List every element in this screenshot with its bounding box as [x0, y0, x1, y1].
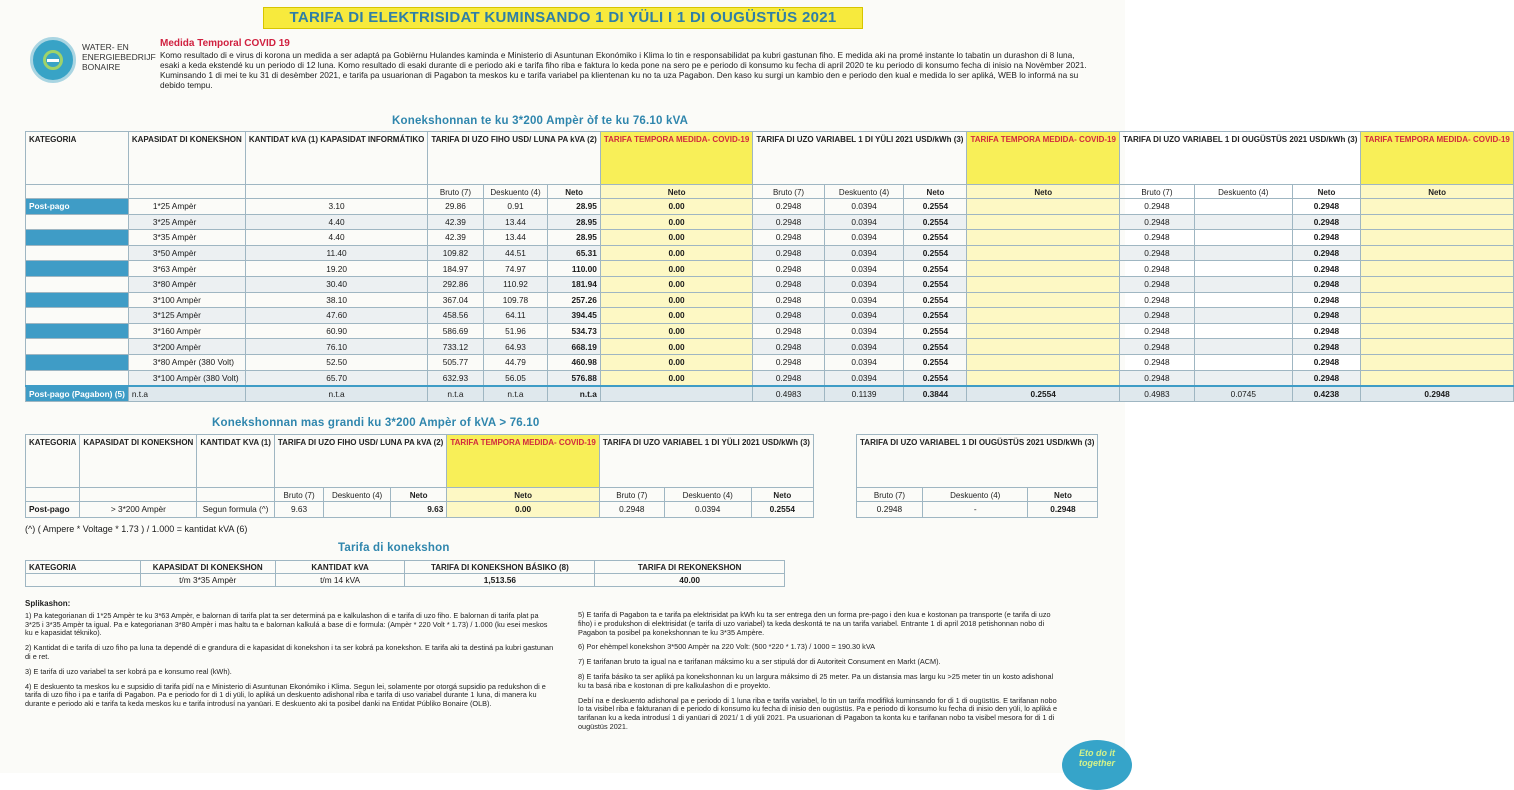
cell-ob: 0.4983 — [1119, 386, 1194, 402]
cell-kap: 3*125 Ampèr — [128, 308, 245, 324]
cell-fn: n.t.a — [548, 386, 600, 402]
cell-cv: 0.00 — [600, 245, 752, 261]
cell-kap: 3*100 Ampèr (380 Volt) — [128, 370, 245, 386]
cell-kap: 3*100 Ampèr — [128, 292, 245, 308]
cell-cat: Post-pago (Pagabon) (5) — [26, 386, 129, 402]
table-row: Post-pago > 3*200 Ampèr Segun formula (^) 9.63 9.63 0.00 0.2948 0.0394 0.2554 — [26, 502, 814, 518]
cell-ob: 0.2948 — [1119, 370, 1194, 386]
cell-fd: 0.91 — [483, 199, 548, 215]
section1-title: Konekshonnan te ku 3*200 Ampèr òf te ku 76.10 kVA — [392, 115, 689, 127]
cell-fn: 28.95 — [548, 214, 600, 230]
cell-yn: 0.2554 — [904, 292, 967, 308]
cell-cv: 0.00 — [600, 354, 752, 370]
cell-fn: 394.45 — [548, 308, 600, 324]
table-row — [26, 308, 1514, 324]
cell-kva: 47.60 — [245, 308, 428, 324]
cell-cat — [26, 370, 129, 386]
cell-yb: 0.2948 — [753, 261, 824, 277]
cell-cat — [26, 276, 129, 292]
cell-yc — [967, 230, 1119, 246]
sub-bruto: Bruto (7) — [599, 488, 664, 502]
cell-yd: 0.0394 — [824, 276, 904, 292]
cell-fb: 632.93 — [428, 370, 483, 386]
notice-text: Komo resultado di e virus di korona un medida a ser adaptá pa Gobièrnu Hulandes kaminda e Ministerio di Asuntunan Ekonómiko i Klima lo tin e responsabilidat pa kubri gastunan fiho. E medida aki na promé instante lo tabatin un durashon di 8 luna, esaki a keda ekstendé ku un periodo di 12 luna. Komo resultado di esaki durante di e periodo aki e tarifa fiho riba e faktura lo keda pone na sero pe e periodo di konsumo ku fecha di april 2020 te ku periodo di konsumo fecha di inisio na Novèmber 2021. Kuminsando 1 di mei te ku 31 di desèmber 2021, e tarifa pa usuarionan di Pagabon ta meskos ku e tarifa variabel pa klientenan ku no ta uza Pagabon. Den kaso ku surgi un kambio den e periodo den kual e medida lo ser apliká, WEB lo informá na su debido tempu. — [160, 50, 1087, 90]
cell-kap: 3*80 Ampèr (380 Volt) — [128, 354, 245, 370]
sub-bruto: Bruto (7) — [857, 488, 923, 502]
cell-yn: 0.2554 — [904, 354, 967, 370]
cell-ob: 0.2948 — [1119, 214, 1194, 230]
cell-fd: 51.96 — [483, 323, 548, 339]
sub-bruto: Bruto (7) — [428, 185, 483, 199]
cell-kap: 3*50 Ampèr — [128, 245, 245, 261]
cell-fn: 65.31 — [548, 245, 600, 261]
sub-neto: Neto — [447, 488, 599, 502]
cell-fb: 42.39 — [428, 214, 483, 230]
sub-deskuento: Deskuento (4) — [664, 488, 751, 502]
cell-kva: 3.10 — [245, 199, 428, 215]
cell-yd: 0.0394 — [824, 292, 904, 308]
cell-yn: 0.2554 — [904, 339, 967, 355]
note-4: 4) E deskuento ta meskos ku e supsidio di tarifa pidí na e Ministerio di Asuntunan Ekonómiko i Klima. Segun lei, solamente por otorgá supsidio pa redukshon di e tarifa di uzo fiho i pa e tarifa di Pagabon. Pa e periodo for di 1 di yüli, lo apliká un deskuento adishonal riba e tarifa di uso variabel durante 1 luna, di manera ku durante e periodo aki e tarifa ta keda meskos ku e tarifa introdusí na yanüari. E deskuento aki ta posibel danki na Entidat Públiko Bonaire (OLB). — [25, 681, 546, 709]
cell-yn: 0.2554 — [904, 276, 967, 292]
cell-oc — [1361, 199, 1513, 215]
cell-kap: 1*25 Ampèr — [128, 199, 245, 215]
cell-yd: 0.0394 — [824, 261, 904, 277]
cell-on: 0.2948 — [1292, 245, 1361, 261]
sub-deskuento: Deskuento (4) — [922, 488, 1028, 502]
formula-note: (^) ( Ampere * Voltage * 1.73 ) / 1.000 = kantidat kVA (6) — [25, 524, 248, 534]
col-kantidat: KANTIDAT kVA (1) KAPASIDAT INFORMÁTIKO — [245, 132, 428, 185]
cell-yn: 0.2554 — [904, 214, 967, 230]
cell-kva: 30.40 — [245, 276, 428, 292]
table-row: 0.2948 - 0.2948 — [857, 502, 1098, 518]
cell-kva: 19.20 — [245, 261, 428, 277]
cell-yd: 0.0394 — [824, 323, 904, 339]
cell-on: 0.4238 — [1292, 386, 1361, 402]
section3-title: Tarifa di konekshon — [338, 542, 450, 554]
cell-oc: 0.2948 — [1361, 386, 1513, 402]
col-var-ougustus: TARIFA DI UZO VARIABEL 1 DI OUGÜSTÜS 2021 USD/kWh (3) — [1119, 132, 1360, 185]
cell-ob: 0.2948 — [1119, 276, 1194, 292]
cell-yn: 0.3844 — [904, 386, 967, 402]
table-row — [26, 276, 1514, 292]
cell-ob: 0.2948 — [1119, 339, 1194, 355]
cell-fd: 56.05 — [483, 370, 548, 386]
note-1: 1) Pa kategorianan di 1*25 Ampèr te ku 3*63 Ampèr, e balornan di tarifa plat ta ser determiná pa e kalkulashon di e tarifa di uzo fiho. E balornan di tarifa plat pa 3*25 i 3*35 Ampèr ta igual. Pa e kategorianan 3*80 Ampèr i mas haltu ta e balornan kalkulá a base di e formula: (Ampèr * 220 Volt * 1.73) / 1.000 (ku esei meskos ku e kapasidat tékniko). — [25, 610, 548, 638]
cell-yb: 0.2948 — [753, 339, 824, 355]
cell-kva: 60.90 — [245, 323, 428, 339]
table-row — [26, 245, 1514, 261]
cell-on: 0.2948 — [1292, 199, 1361, 215]
cell-od — [1195, 261, 1293, 277]
cell-on: 0.2948 — [1292, 230, 1361, 246]
cell-fn: 28.95 — [548, 199, 600, 215]
cell-yn: 0.2554 — [904, 199, 967, 215]
cell-yd: 0.0394 — [824, 308, 904, 324]
notes-left: Splikashon: 1) Pa kategorianan di 1*25 Ampèr te ku 3*63 Ampèr, e balornan di tarifa plat ta ser determiná pa e kalkulashon di e tarifa di uzo fiho. E balornan di tarifa plat pa 3*25 i 3*35 Ampèr ta igual. Pa e kategorianan 3*80 Ampèr i mas haltu ta e balornan kalkulá a base di e formula: (Ampèr * 220 Volt * 1.73) / 1.000 (ku esei meskos ku e kapasidat tékniko). 2) Kantidat di e tarifa di uzo fiho pa luna ta dependé di e grandura di e kapasidat di konekshon i ta ser kobrá pa konekshon. E tarifa aki ta destiná pa kubri gastunan di e ret. 3) E tarifa di uzo variabel ta ser kobrá pa e konsumo real (kWh). 4) E deskuento ta meskos ku e supsidio di tarifa pidí na e Ministerio di Asuntunan Ekonómiko i Klima. Segun lei, solamente por otorgá supsidio pa redukshon di e tarifa di uzo fiho i pa e tarifa di Pagabon. Pa e periodo for di 1 di yüli, lo apliká un deskuento adishonal riba e tarifa di uso variabel durante 1 luna, di manera ku durante e periodo aki e tarifa ta keda meskos ku e tarifa introdusí na yanüari. E deskuento aki ta posibel danki na Entidat Públiko Bonaire (OLB). — [25, 599, 554, 709]
cell-fb: 586.69 — [428, 323, 483, 339]
sub-neto: Neto — [967, 185, 1119, 199]
cell-fb: 367.04 — [428, 292, 483, 308]
cell-fd: n.t.a — [483, 386, 548, 402]
cell-od — [1195, 308, 1293, 324]
cell-yc — [967, 245, 1119, 261]
cell-kva: 76.10 — [245, 339, 428, 355]
cell-cat — [26, 292, 129, 308]
cell-kva: 52.50 — [245, 354, 428, 370]
note-5: 5) E tarifa di Pagabon ta e tarifa pa elektrisidat pa kWh ku ta ser entrega den un forma pre-pago i den kua e kostonan pa transporte (e tarifa di uzo fiho) i e produkshon di elektrisidat (e tarifa di uzo variabel) ta keda deskontá te na un tarifa variabel. Entrante 1 di april 2018 petishonnan nobo di Pagabon ta posibel pa konekshonnan te ku 3*35 Ampère. — [578, 610, 1051, 637]
cell-od — [1195, 339, 1293, 355]
sub-neto: Neto — [1292, 185, 1361, 199]
connection-fee-table: KATEGORIA KAPASIDAT DI KONEKSHON KANTIDAT kVA TARIFA DI KONEKSHON BÁSIKO (8) TARIFA DI REKONEKSHON t/m 3*35 Ampèr t/m 14 kVA 1,513.56 40.00 — [25, 560, 785, 587]
cell-od — [1195, 276, 1293, 292]
col-fiho: TARIFA DI UZO FIHO USD/ LUNA PA kVA (2) — [428, 132, 600, 185]
cell-ob: 0.2948 — [1119, 261, 1194, 277]
cell-fb: 733.12 — [428, 339, 483, 355]
cell-on: 0.2948 — [1292, 354, 1361, 370]
cell-ob: 0.2948 — [1119, 292, 1194, 308]
cell-kap: 3*160 Ampèr — [128, 323, 245, 339]
cell-cv: 0.00 — [600, 276, 752, 292]
cell-cat — [26, 261, 129, 277]
table-row — [26, 370, 1514, 386]
col-var-ougustus: TARIFA DI UZO VARIABEL 1 DI OUGÜSTÜS 2021 USD/kWh (3) — [857, 435, 1098, 488]
cell-oc — [1361, 245, 1513, 261]
cell-on: 0.2948 — [1292, 214, 1361, 230]
cell-fn: 257.26 — [548, 292, 600, 308]
cell-yb: 0.2948 — [753, 354, 824, 370]
cell-fd: 13.44 — [483, 214, 548, 230]
cell-cv: 0.00 — [600, 323, 752, 339]
cell-fn: 576.88 — [548, 370, 600, 386]
cell-oc — [1361, 214, 1513, 230]
table-row — [26, 386, 1514, 402]
cell-oc — [1361, 323, 1513, 339]
cell-yc — [967, 339, 1119, 355]
cell-on: 0.2948 — [1292, 308, 1361, 324]
cell-fb: n.t.a — [428, 386, 483, 402]
sub-deskuento: Deskuento (4) — [824, 185, 904, 199]
cell-on: 0.2948 — [1292, 339, 1361, 355]
cell-yd: 0.0394 — [824, 199, 904, 215]
cell-ob: 0.2948 — [1119, 230, 1194, 246]
note-2: 2) Kantidat di e tarifa di uzo fiho pa luna ta dependé di e grandura di e kapasidat di konekshon i ta ser kobrá pa konekshon. E tarifa aki ta destiná pa kubri gastunan di e ret. — [25, 643, 554, 661]
cell-ob: 0.2948 — [1119, 323, 1194, 339]
cell-kva: 4.40 — [245, 230, 428, 246]
cell-cv: 0.00 — [600, 214, 752, 230]
web-logo-icon — [30, 37, 76, 83]
cell-fd: 64.93 — [483, 339, 548, 355]
sub-neto: Neto — [600, 185, 752, 199]
cell-fb: 184.97 — [428, 261, 483, 277]
sub-bruto: Bruto (7) — [1119, 185, 1194, 199]
cell-yc — [967, 323, 1119, 339]
cell-od — [1195, 323, 1293, 339]
col-covid: TARIFA TEMPORA MEDIDA- COVID-19 — [600, 132, 752, 185]
cell-yb: 0.4983 — [753, 386, 824, 402]
cell-od — [1195, 354, 1293, 370]
cell-yn: 0.2554 — [904, 323, 967, 339]
table-row — [26, 230, 1514, 246]
cell-fb: 29.86 — [428, 199, 483, 215]
cell-kva: n.t.a — [245, 386, 428, 402]
col-kantidat: KANTIDAT KVA (1) — [197, 435, 275, 488]
cell-cat — [26, 308, 129, 324]
table-row — [26, 354, 1514, 370]
col-kapasidat: KAPASIDAT DI KONEKSHON — [128, 132, 245, 185]
cell-od — [1195, 214, 1293, 230]
cell-yn: 0.2554 — [904, 308, 967, 324]
cell-ob: 0.2948 — [1119, 354, 1194, 370]
section2-title: Konekshonnan mas grandi ku 3*200 Ampèr of kVA > 76.10 — [212, 417, 540, 429]
cell-fb: 109.82 — [428, 245, 483, 261]
cell-on: 0.2948 — [1292, 370, 1361, 386]
cell-cv: 0.00 — [600, 308, 752, 324]
cell-on: 0.2948 — [1292, 323, 1361, 339]
col-fiho: TARIFA DI UZO FIHO USD/ LUNA PA kVA (2) — [274, 435, 446, 488]
cell-cv: 0.00 — [600, 370, 752, 386]
cell-kap: 3*200 Ampèr — [128, 339, 245, 355]
col-var-yuli: TARIFA DI UZO VARIABEL 1 DI YÜLI 2021 USD/kWh (3) — [753, 132, 967, 185]
cell-cv: 0.00 — [600, 230, 752, 246]
cell-kva: 11.40 — [245, 245, 428, 261]
cell-kap: 3*80 Ampèr — [128, 276, 245, 292]
cell-fb: 458.56 — [428, 308, 483, 324]
cell-od — [1195, 292, 1293, 308]
cell-yd: 0.0394 — [824, 245, 904, 261]
tariff-table-large — [25, 434, 814, 518]
cell-fb: 42.39 — [428, 230, 483, 246]
cell-yc — [967, 370, 1119, 386]
cell-yc: 0.2554 — [967, 386, 1119, 402]
sub-deskuento: Deskuento (4) — [324, 488, 391, 502]
cell-yc — [967, 199, 1119, 215]
cell-fn: 534.73 — [548, 323, 600, 339]
cell-kap: n.t.a — [128, 386, 245, 402]
sub-neto: Neto — [1028, 488, 1098, 502]
sub-neto: Neto — [751, 488, 813, 502]
notice-title: Medida Temporal COVID 19 — [160, 38, 290, 49]
cell-fd: 13.44 — [483, 230, 548, 246]
cell-yn: 0.2554 — [904, 370, 967, 386]
cell-yb: 0.2948 — [753, 245, 824, 261]
col-covid-ougustus: TARIFA TEMPORA MEDIDA- COVID-19 — [1361, 132, 1513, 185]
sub-neto: Neto — [904, 185, 967, 199]
tariff-table-main — [25, 131, 1514, 402]
cell-ob: 0.2948 — [1119, 308, 1194, 324]
notes-right — [578, 611, 1058, 738]
cell-yn: 0.2554 — [904, 261, 967, 277]
cell-yb: 0.2948 — [753, 214, 824, 230]
cell-ob: 0.2948 — [1119, 199, 1194, 215]
sub-bruto: Bruto (7) — [753, 185, 824, 199]
note-3: 3) E tarifa di uzo variabel ta ser kobrá pa e konsumo real (kWh). — [25, 666, 232, 676]
cell-fn: 181.94 — [548, 276, 600, 292]
cell-kva: 65.70 — [245, 370, 428, 386]
cell-fn: 668.19 — [548, 339, 600, 355]
cell-fn: 28.95 — [548, 230, 600, 246]
cell-oc — [1361, 261, 1513, 277]
cell-oc — [1361, 230, 1513, 246]
cell-cv: 0.00 — [600, 199, 752, 215]
cell-kva: 38.10 — [245, 292, 428, 308]
col-kapasidat: KAPASIDAT DI KONEKSHON — [80, 435, 197, 488]
cell-on: 0.2948 — [1292, 261, 1361, 277]
cell-od — [1195, 245, 1293, 261]
table-row — [26, 199, 1514, 215]
table-row — [26, 214, 1514, 230]
cell-yd: 0.1139 — [824, 386, 904, 402]
note-8: 8) E tarifa básiko ta ser apliká pa konekshonnan ku un largura máksimo di 25 meter. Pa un distansia mas largu ku >25 meter tin un kosto adishonal ku ta basá riba e kostonan di pre kalkulashon di e proyekto. — [578, 671, 1054, 690]
cell-yd: 0.0394 — [824, 214, 904, 230]
sub-deskuento: Deskuento (4) — [1195, 185, 1293, 199]
cell-yb: 0.2948 — [753, 370, 824, 386]
cell-yn: 0.2554 — [904, 245, 967, 261]
sub-neto: Neto — [1361, 185, 1513, 199]
cell-yb: 0.2948 — [753, 199, 824, 215]
cell-fd: 109.78 — [483, 292, 548, 308]
col-covid-yuli: TARIFA TEMPORA MEDIDA- COVID-19 — [967, 132, 1119, 185]
table-row — [26, 339, 1514, 355]
col-kategoria: KATEGORIA — [26, 435, 80, 488]
cell-cat — [26, 354, 129, 370]
sub-deskuento: Deskuento (4) — [483, 185, 548, 199]
table-row: t/m 3*35 Ampèr t/m 14 kVA 1,513.56 40.00 — [26, 574, 785, 587]
cell-yb: 0.2948 — [753, 308, 824, 324]
cell-fd: 44.51 — [483, 245, 548, 261]
cell-fn: 460.98 — [548, 354, 600, 370]
col-kategoria: KATEGORIA — [26, 132, 129, 185]
cell-cv: 0.00 — [600, 339, 752, 355]
table-row — [26, 292, 1514, 308]
cell-cat — [26, 245, 129, 261]
cell-yc — [967, 354, 1119, 370]
cell-yn: 0.2554 — [904, 230, 967, 246]
cell-yc — [967, 292, 1119, 308]
cell-yb: 0.2948 — [753, 276, 824, 292]
cell-oc — [1361, 339, 1513, 355]
note-7: 7) E tarifanan bruto ta igual na e tarifanan máksimo ku a ser stipulá dor di Autoriteit Consument en Markt (ACM). — [578, 657, 941, 667]
cell-yb: 0.2948 — [753, 323, 824, 339]
cell-on: 0.2948 — [1292, 276, 1361, 292]
sub-bruto: Bruto (7) — [274, 488, 323, 502]
cell-cat — [26, 323, 129, 339]
cell-yb: 0.2948 — [753, 230, 824, 246]
cell-cat — [26, 230, 129, 246]
cell-od: 0.0745 — [1195, 386, 1293, 402]
cell-cv — [600, 386, 752, 402]
col-covid: TARIFA TEMPORA MEDIDA- COVID-19 — [447, 435, 599, 488]
cell-yc — [967, 308, 1119, 324]
tariff-table-large-ougustus — [856, 434, 1098, 518]
cell-fd: 110.92 — [483, 276, 548, 292]
cell-cat: Post-pago — [26, 199, 129, 215]
cell-yc — [967, 276, 1119, 292]
table-row — [26, 261, 1514, 277]
cell-oc — [1361, 354, 1513, 370]
cell-cv: 0.00 — [600, 261, 752, 277]
cell-kap: 3*63 Ampèr — [128, 261, 245, 277]
cell-fd: 44.79 — [483, 354, 548, 370]
cell-oc — [1361, 292, 1513, 308]
cell-yb: 0.2948 — [753, 292, 824, 308]
cell-fd: 74.97 — [483, 261, 548, 277]
cell-fb: 292.86 — [428, 276, 483, 292]
sub-neto: Neto — [390, 488, 446, 502]
cell-oc — [1361, 308, 1513, 324]
cell-od — [1195, 199, 1293, 215]
cell-yd: 0.0394 — [824, 370, 904, 386]
cell-kap: 3*25 Ampèr — [128, 214, 245, 230]
cell-fb: 505.77 — [428, 354, 483, 370]
note-6: 6) Por ehèmpel konekshon 3*500 Ampèr na 220 Volt: (500 *220 * 1.73) / 1000 = 190.30 kVA — [578, 642, 876, 652]
logo-text: WATER- EN ENERGIEBEDRIJF BONAIRE — [82, 42, 156, 72]
note-extra: Debí na e deskuento adishonal pa e periodo di 1 luna riba e tarifa variabel, lo tin un tarifa modifiká kuminsando for di 1 di ougüstüs. E tarifanan nobo lo ta visibel riba e fakturanan di e periodo di konsumo ku fecha di inisio den ougüstüs. Pa e periodo di konsumo ku fecha di inisio den yüli, lo apliká e tarifanan ku a keda introdusí 1 di yanüari di 2021/ 1 di yüli 2021. Pa usuarionan di Pagabon ta konta ku e tarifanan nobo ta visibel mesora for di 1 di ougüstüs 2021. — [578, 695, 1058, 731]
cell-yd: 0.0394 — [824, 230, 904, 246]
cell-oc — [1361, 370, 1513, 386]
sub-neto: Neto — [548, 185, 600, 199]
cell-od — [1195, 230, 1293, 246]
cell-cat — [26, 339, 129, 355]
cell-yd: 0.0394 — [824, 354, 904, 370]
cell-cat — [26, 214, 129, 230]
cell-yc — [967, 261, 1119, 277]
cell-yd: 0.0394 — [824, 339, 904, 355]
cell-ob: 0.2948 — [1119, 245, 1194, 261]
cell-od — [1195, 370, 1293, 386]
cell-cv: 0.00 — [600, 292, 752, 308]
col-var-yuli: TARIFA DI UZO VARIABEL 1 DI YÜLI 2021 USD/kWh (3) — [599, 435, 813, 488]
campaign-badge: Eto do it together — [1062, 740, 1132, 790]
table-row — [26, 323, 1514, 339]
cell-kva: 4.40 — [245, 214, 428, 230]
cell-kap: 3*35 Ampèr — [128, 230, 245, 246]
cell-on: 0.2948 — [1292, 292, 1361, 308]
cell-fn: 110.00 — [548, 261, 600, 277]
cell-oc — [1361, 276, 1513, 292]
cell-fd: 64.11 — [483, 308, 548, 324]
page-title: TARIFA DI ELEKTRISIDAT KUMINSANDO 1 DI YÜLI I 1 DI OUGÜSTÜS 2021 — [263, 7, 863, 29]
cell-yc — [967, 214, 1119, 230]
